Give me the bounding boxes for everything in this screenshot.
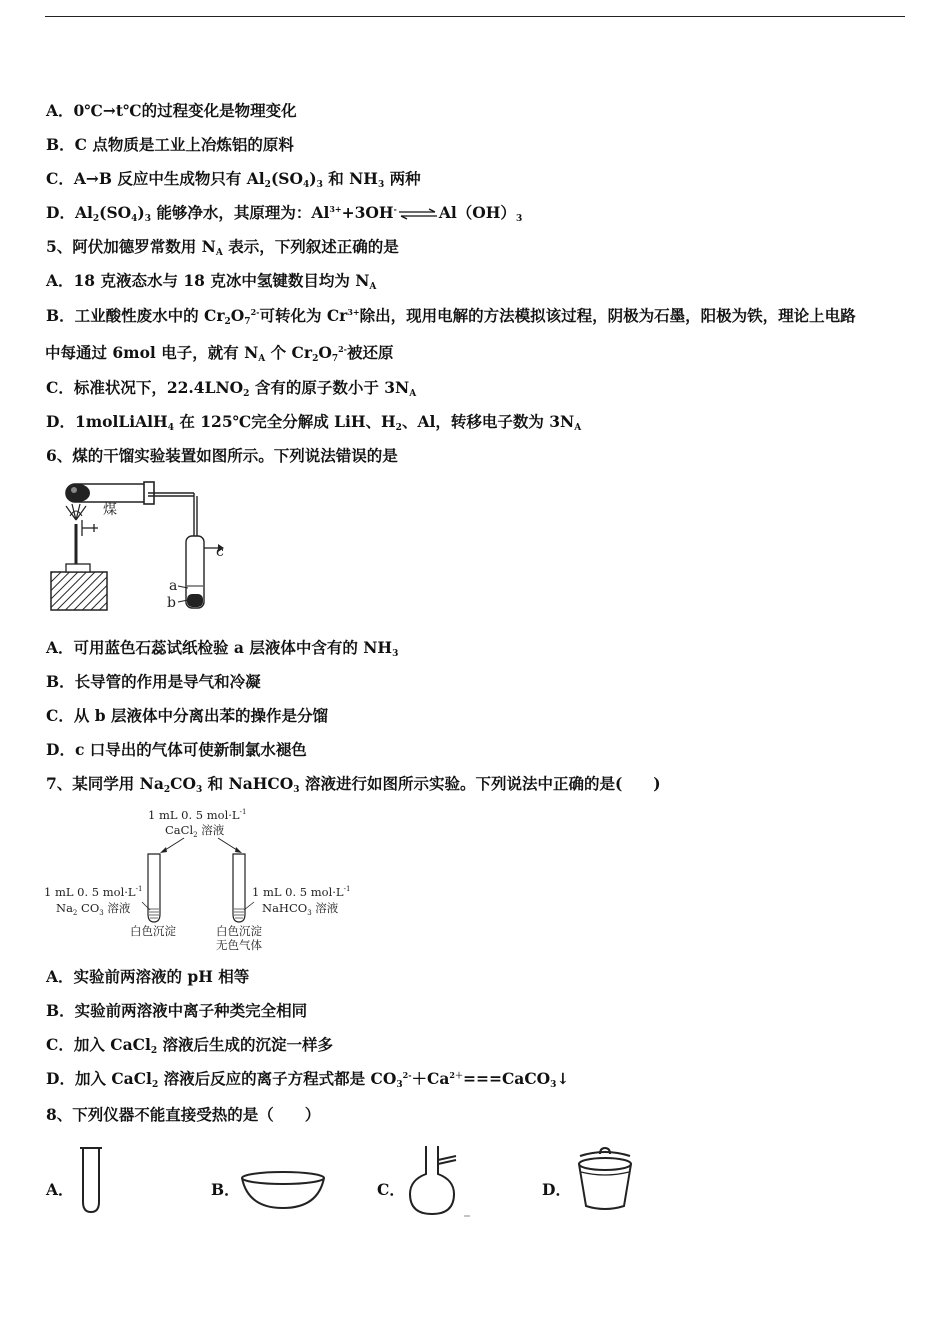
round-bottom-flask-icon [404,1144,474,1218]
layer-a-label: a [169,578,178,594]
evaporating-dish-icon [238,1168,328,1214]
sodium-carbonate-experiment-figure [44,806,364,956]
right-result-label-2: 无色气体 [216,938,262,952]
q6-option-a: A．可用蓝色石蕊试纸检验 a 层液体中含有的 $NH_3$ [46,638,399,659]
q8-option-b-label: B． [211,1180,240,1199]
q8-stem: 8、下列仪器不能直接受热的是（ ） [46,1105,321,1124]
right-result-label-1: 白色沉淀 [216,924,262,938]
coal-distillation-apparatus-figure [46,476,236,618]
q6-option-d: D．c 口导出的气体可使新制氯水褪色 [46,740,307,759]
q7-stem: 7、某同学用 $Na_2CO_3$ 和 NaHCO$_3$ 溶液进行如图所示实验。下列说法中正确的是( ) [46,774,661,795]
q7-option-b: B．实验前两溶液中离子种类完全相同 [46,1001,308,1020]
top-reagent-name: CaCl$_2$ 溶液 [165,823,225,839]
right-reagent-name: NaHCO$_3$ 溶液 [262,901,339,917]
q6-stem: 6、煤的干馏实验装置如图所示。下列说法错误的是 [46,446,398,465]
q4-option-c: C．A→B 反应中生成物只有 $Al_2(SO_4)_3$ 和 $NH_3$ 两种 [46,169,421,190]
q5-option-b-line1: B．工业酸性废水中的 $Cr_2O_7^{2-}$可转化为 $Cr^{3+}$除出，现用电解的方法模拟该过程，阴极为石墨，阳极为铁，理论上电路 [46,306,856,327]
left-reagent-concentration: 1 mL 0. 5 $mol\cdot L^{-1}$ [44,885,143,899]
q5-option-a: A．18 克液态水与 18 克冰中氢键数目均为 $N_A$ [46,271,377,292]
q5-stem: 5、阿伏加德罗常数用 $N_A$ 表示，下列叙述正确的是 [46,237,399,258]
q8-option-d-label: D． [542,1180,571,1199]
test-tube-icon [76,1144,106,1216]
q7-option-c: C．加入 CaCl$_2$ 溶液后生成的沉淀一样多 [46,1035,334,1056]
q8-option-a-label: A． [46,1180,74,1199]
equilibrium-arrow-icon [397,208,439,220]
q8-option-c-label: C． [377,1180,405,1199]
q4-option-b: B．C 点物质是工业上冶炼铝的原料 [46,135,294,154]
layer-b-label: b [167,595,176,611]
right-reagent-concentration: 1 mL 0. 5 $mol\cdot L^{-1}$ [252,885,351,899]
top-reagent-concentration: 1 mL 0. 5 $mol\cdot L^{-1}$ [148,808,247,822]
q5-option-b-line2: 中每通过 6mol 电子，就有 $N_A$ 个 $Cr_2O_7^{2-}$被还原 [45,343,394,364]
outlet-c-label: c [216,544,224,560]
q6-option-c: C．从 b 层液体中分离出苯的操作是分馏 [46,706,328,725]
crucible-icon [572,1146,638,1216]
q6-option-b: B．长导管的作用是导气和冷凝 [46,672,261,691]
header-rule [45,16,905,17]
q4-option-d: D．$Al_2(SO_4)_3$ 能够净水，其原理为：$Al^{3+}+3OH^-$ $Al(OH)_3$ [46,203,523,224]
q7-option-a: A．实验前两溶液的 pH 相等 [46,967,250,986]
q7-option-d: D．加入 CaCl$_2$ 溶液后反应的离子方程式都是 $CO_3^{2-}+Ca^{2+}===CaCO_3↓$ [46,1069,570,1090]
left-reagent-name: $Na_2$ $CO_3$ 溶液 [56,901,131,917]
coal-label: 煤 [103,502,117,518]
q5-option-d: D．1molLiAlH$_4$ 在 125℃完全分解成 LiH、$H_2$、Al，转移电子数为 $3N_A$ [46,412,582,433]
q5-option-c: C．标准状况下，$22.4LNO_2$ 含有的原子数小于 $3N_A$ [46,378,417,399]
q4-option-a: A．0℃→t℃的过程变化是物理变化 [46,101,297,120]
left-result-label: 白色沉淀 [130,924,176,938]
